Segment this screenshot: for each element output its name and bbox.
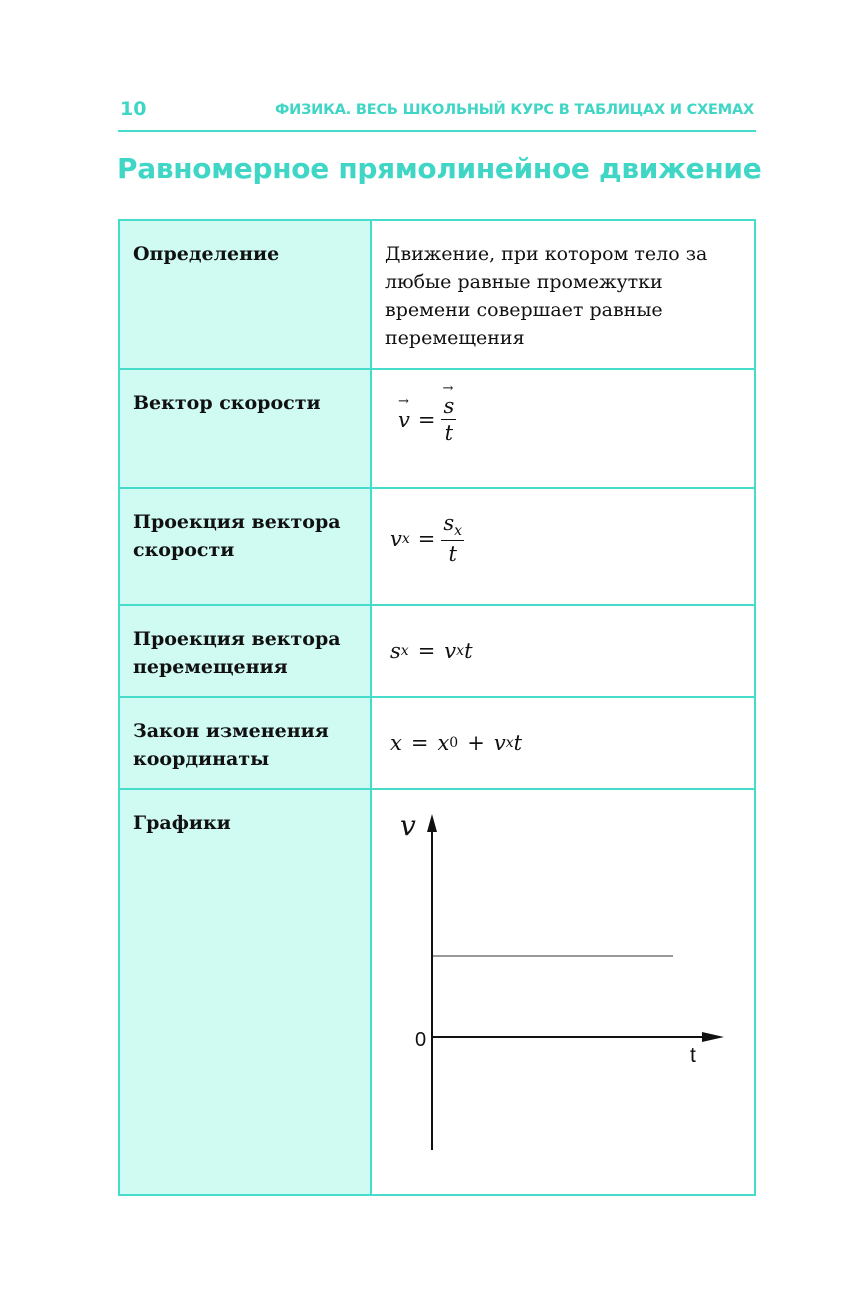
row-value-cell	[371, 369, 755, 488]
fraction-denominator: t	[448, 542, 457, 566]
table-row	[119, 605, 755, 697]
row-value-cell	[371, 697, 755, 789]
table-row	[119, 369, 755, 488]
graph-cell	[371, 789, 755, 1195]
t-axis-arrow-icon	[702, 1032, 724, 1042]
summary-table	[118, 219, 756, 1196]
velocity-time-graph	[372, 790, 758, 1194]
v-axis-label: v	[400, 809, 416, 842]
equals-sign: =	[410, 731, 429, 755]
v-axis-arrow-icon	[427, 814, 437, 832]
page-title: Равномерное прямолинейное движение	[117, 152, 762, 185]
fraction	[441, 396, 456, 444]
table-row	[119, 488, 755, 605]
vector-v: → v	[398, 408, 410, 432]
equals-sign: =	[417, 639, 436, 663]
origin-label: 0	[415, 1029, 427, 1051]
row-label-cell	[119, 697, 371, 789]
row-label: Закон изменения координаты	[133, 720, 329, 770]
row-value-cell	[371, 488, 755, 605]
displacement-projection-formula	[372, 606, 754, 663]
equals-sign: =	[417, 527, 436, 551]
term-t: t	[513, 731, 523, 755]
velocity-vector-formula	[372, 370, 754, 444]
term-v: v	[493, 731, 506, 755]
coordinate-law-formula	[372, 698, 754, 755]
plus-sign: +	[467, 731, 485, 755]
rhs-t: t	[464, 639, 473, 663]
t-axis-label: t	[690, 1044, 696, 1067]
velocity-projection-formula	[372, 489, 754, 565]
row-label-cell	[119, 369, 371, 488]
fraction	[441, 513, 464, 565]
subscript: x	[505, 735, 514, 751]
lhs-s: s	[390, 639, 401, 663]
row-label: Проекция вектора скорости	[133, 511, 341, 561]
equals-sign: =	[417, 408, 436, 432]
subscript: x	[400, 643, 409, 659]
numerator-s: s	[443, 511, 455, 535]
row-value-cell	[371, 220, 755, 369]
row-value-cell	[371, 605, 755, 697]
lhs-x: x	[390, 731, 402, 755]
page-header	[118, 96, 756, 132]
table-row	[119, 220, 755, 369]
fraction-numerator	[441, 513, 464, 541]
row-label-cell	[119, 605, 371, 697]
row-label: Вектор скорости	[133, 392, 321, 414]
lhs-v: v	[390, 527, 402, 551]
running-title: ФИЗИКА. ВЕСЬ ШКОЛЬНЫЙ КУРС В ТАБЛИЦАХ И СХЕМАХ	[274, 102, 754, 118]
row-label-cell	[119, 488, 371, 605]
table-row	[119, 697, 755, 789]
row-label: Проекция вектора перемещения	[133, 628, 341, 678]
row-label-cell	[119, 220, 371, 369]
definition-text: Движение, при котором тело за любые равные промежутки времени совершает равные перемещения	[385, 243, 708, 349]
page-number: 10	[120, 98, 147, 120]
rhs-v: v	[444, 639, 457, 663]
subscript: x	[401, 531, 410, 547]
fraction-numerator	[441, 396, 456, 420]
subscript: x	[456, 643, 465, 659]
row-label: Определение	[133, 243, 280, 265]
row-label-cell	[119, 789, 371, 1195]
table-row	[119, 789, 755, 1195]
term-x: x	[437, 731, 450, 755]
subscript: 0	[449, 735, 459, 751]
fraction-denominator: t	[444, 421, 454, 445]
row-label: Графики	[133, 812, 231, 834]
subscript: x	[454, 523, 463, 539]
vector-s: → s	[443, 396, 454, 417]
